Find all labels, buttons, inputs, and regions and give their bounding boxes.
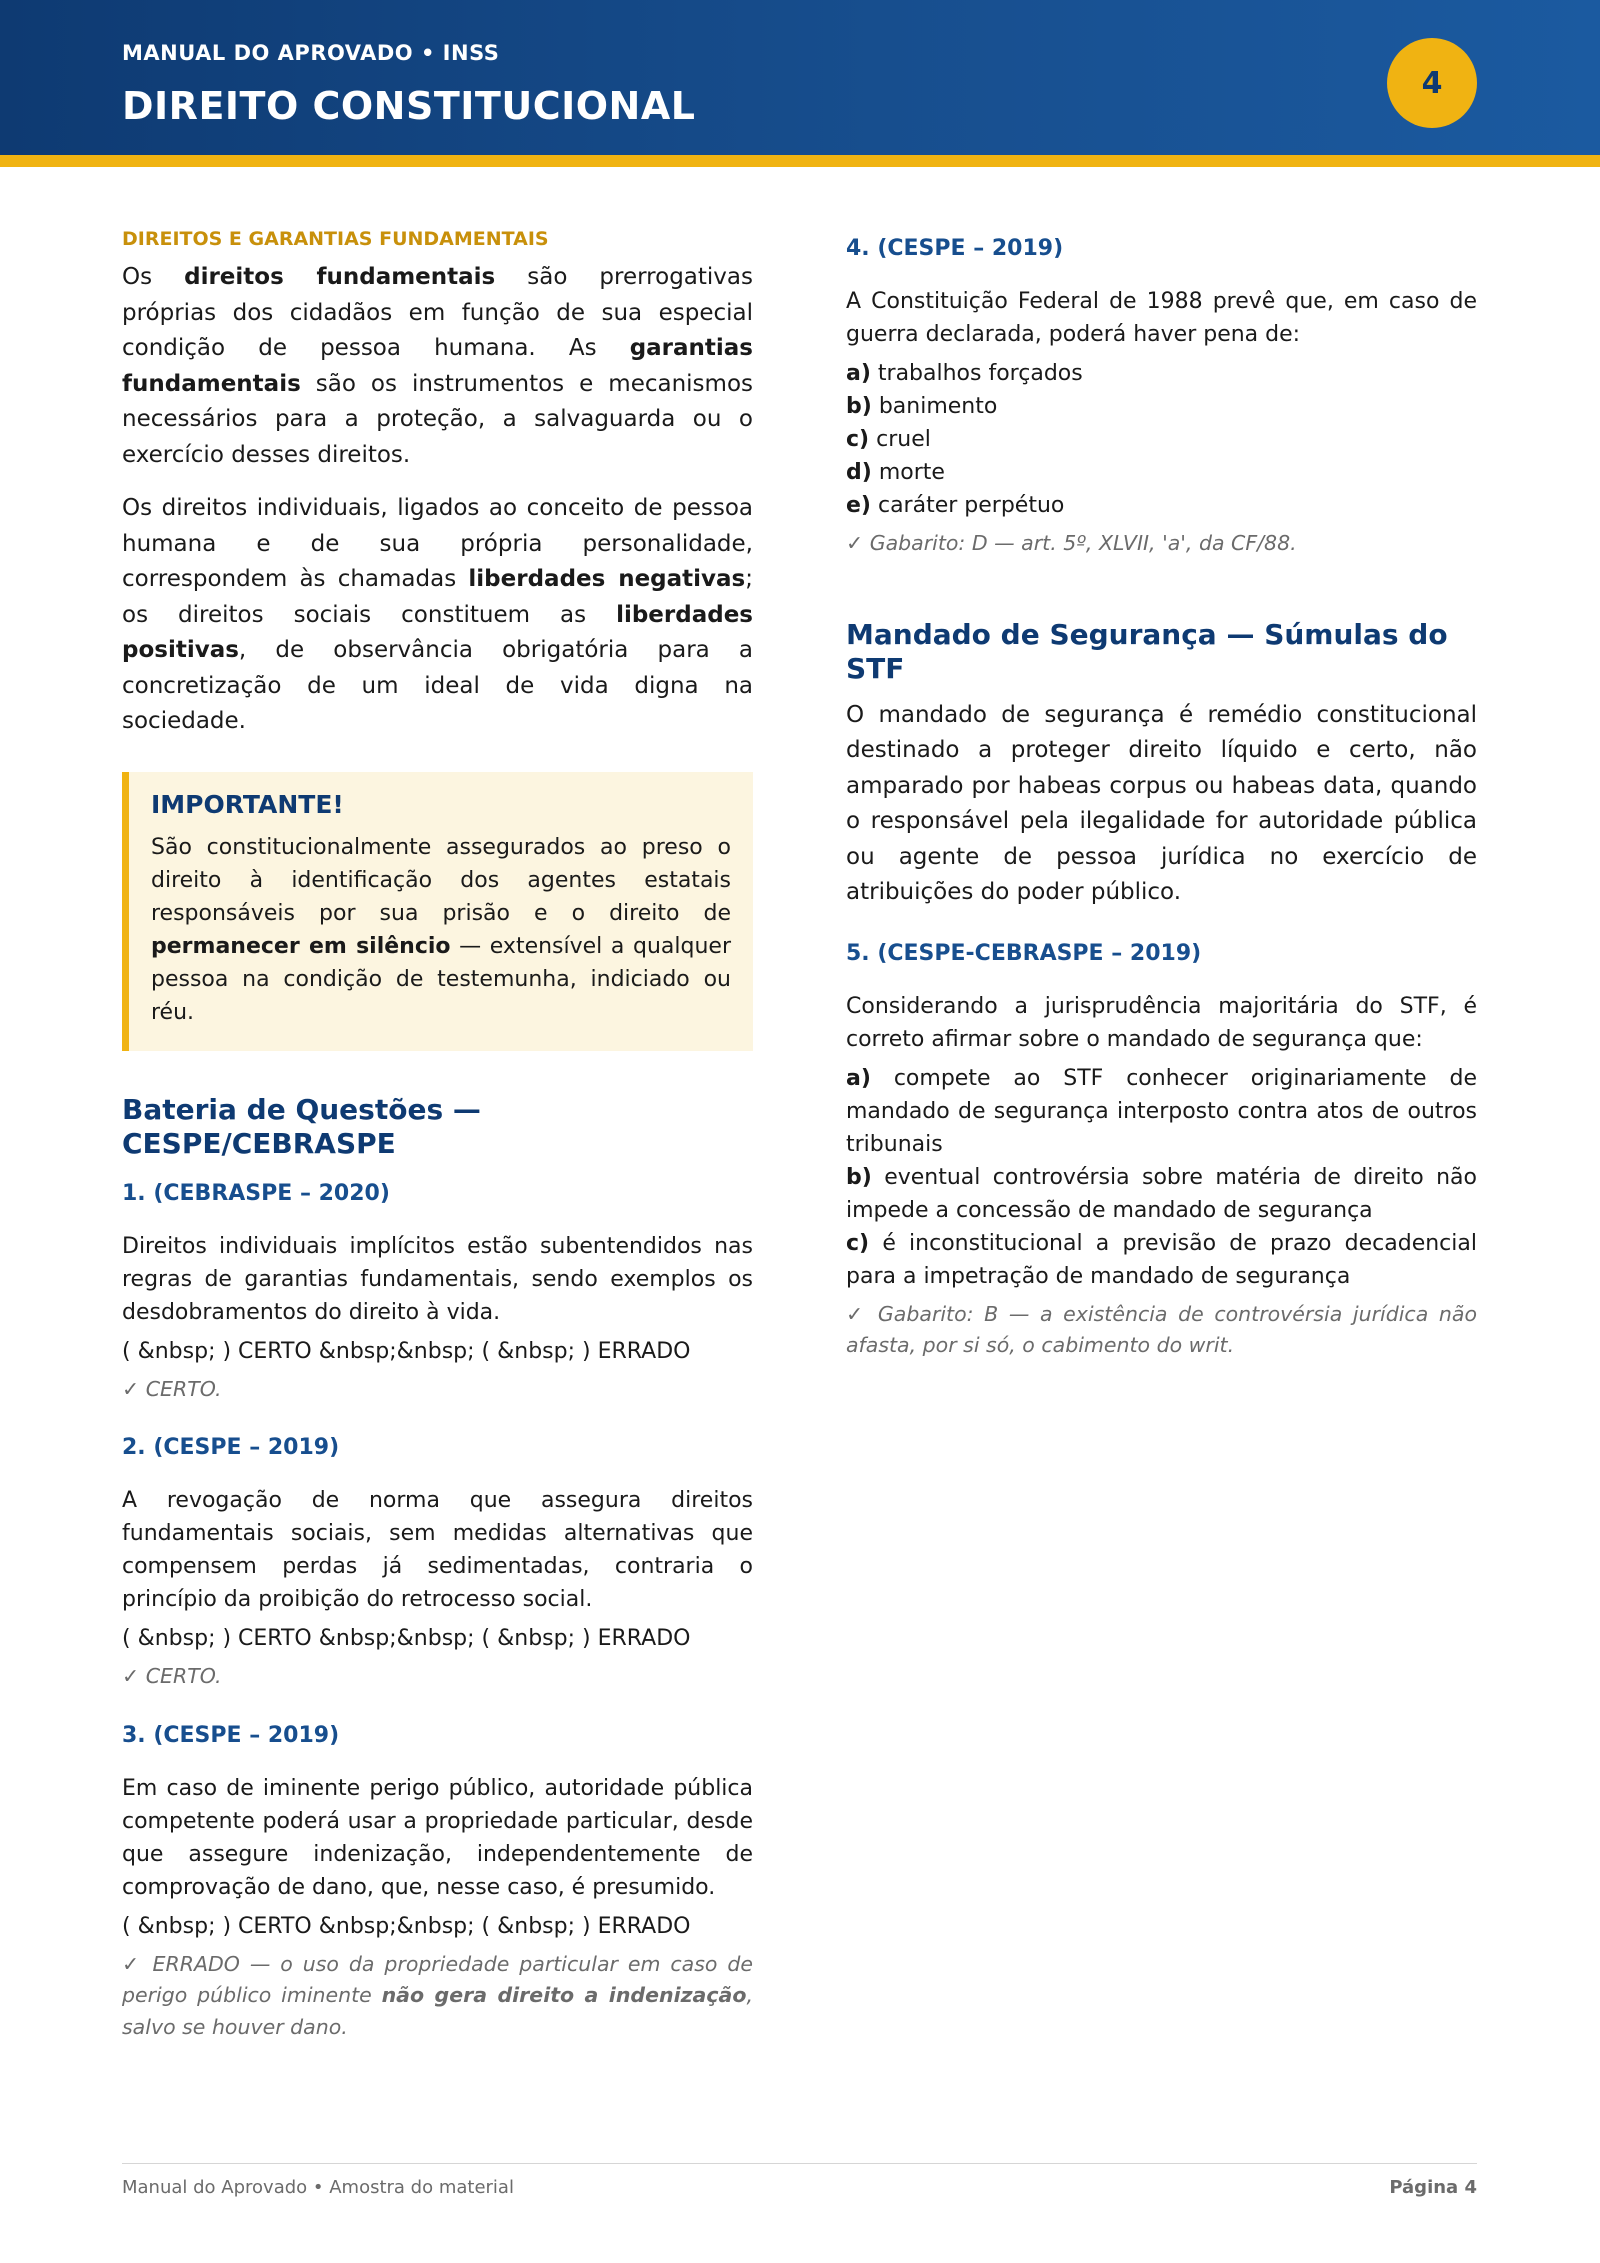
option-c: c) cruel	[846, 427, 931, 452]
term-liberdades-negativas: liberdades negativas	[468, 566, 746, 592]
page-header	[0, 0, 1600, 155]
question-1-answer-options: ( &nbsp; ) CERTO &nbsp;&nbsp; ( &nbsp; ) ERRADO	[122, 1338, 691, 1364]
important-title: IMPORTANTE!	[151, 789, 344, 819]
option-a: a) trabalhos forçados	[846, 361, 1083, 386]
question-5-gabarito: ✓ Gabarito: B — a existência de controvérsia jurídica não afasta, por si só, o cabimento do writ.	[846, 1301, 1477, 1357]
chapter-title: DIREITO CONSTITUCIONAL	[122, 84, 696, 128]
option-c: c) é inconstitucional a previsão de prazo decadencial para a impetração de mandado de segurança	[846, 1230, 1477, 1289]
footer-divider	[122, 2163, 1477, 2164]
option-a: a) compete ao STF conhecer originariamente de mandado de segurança interposto contra atos de outros tribunais	[846, 1065, 1478, 1157]
question-2-text: A revogação de norma que assegura direitos fundamentais sociais, sem medidas alternativas que compensem perdas já sedimentadas, contraria o princípio da proibição do retrocesso social.	[122, 1488, 753, 1612]
section-label: DIREITOS E GARANTIAS FUNDAMENTAIS	[122, 228, 549, 250]
question-2-answer-options: ( &nbsp; ) CERTO &nbsp;&nbsp; ( &nbsp; ) ERRADO	[122, 1626, 691, 1651]
option-b: b) eventual controvérsia sobre matéria de direito não impede a concessão de mandado de segurança	[846, 1164, 1477, 1223]
question-4-gabarito: ✓ Gabarito: D — art. 5º, XLVII, 'a', da CF/88.	[846, 531, 1297, 555]
intro-paragraph-1: Os direitos fundamentais são prerrogativas próprias dos cidadãos em função de sua especial condição de pessoa humana. As garantias fundamentais são os instrumentos e mecanismos necessários para a proteção, a salvaguarda ou o exercício desses direitos.	[122, 264, 753, 468]
important-text: São constitucionalmente assegurados ao preso o direito à identificação dos agentes estatais responsáveis por sua prisão e o direito de permanecer em silêncio — extensível a qualquer pessoa na condição de testemunha, indiciado ou réu.	[151, 834, 731, 1025]
mandado-heading: Mandado de Segurança — Súmulas do STF	[846, 617, 1448, 685]
term-permanecer-em-silencio: permanecer em silêncio	[151, 933, 451, 959]
option-e: e) caráter perpétuo	[846, 493, 1065, 518]
option-d: d) morte	[846, 460, 945, 485]
battery-heading: Bateria de Questões — CESPE/CEBRASPE	[122, 1092, 481, 1160]
question-4-heading: 4. (CESPE – 2019)	[846, 236, 1064, 261]
question-1-heading: 1. (CEBRASPE – 2020)	[122, 1180, 390, 1206]
footer-source: Manual do Aprovado • Amostra do material	[122, 2177, 514, 2198]
question-3-heading: 3. (CESPE – 2019)	[122, 1722, 340, 1748]
header-accent-stripe	[0, 155, 1600, 167]
question-3-gabarito: ✓ ERRADO — o uso da propriedade particular em caso de perigo público iminente não gera direito a indenização, salvo se houver dano.	[122, 1951, 753, 2039]
question-5-heading: 5. (CESPE-CEBRASPE – 2019)	[846, 940, 1202, 966]
option-b: b) banimento	[846, 394, 998, 419]
term-garantias-fundamentais: garantias fundamentais	[122, 335, 753, 397]
question-2-gabarito: ✓ CERTO.	[122, 1664, 222, 1688]
question-5-text: Considerando a jurisprudência majoritária do STF, é correto afirmar sobre o mandado de segurança que:	[846, 993, 1477, 1052]
brand-label: MANUAL DO APROVADO • INSS	[122, 41, 500, 65]
gabarito-emphasis: não gera direito a indenização	[381, 1983, 747, 2007]
question-3-text: Em caso de iminente perigo público, autoridade pública competente poderá usar a propriedade particular, desde que assegure indenização, independentemente de comprovação de dano, que, nesse caso, é presumido.	[122, 1775, 753, 1900]
question-4-options	[846, 357, 1477, 522]
footer-page-number: Página 4	[1389, 2177, 1477, 2198]
term-liberdades-positivas: liberdades positivas	[122, 601, 753, 663]
term-direitos-fundamentais: direitos fundamentais	[184, 264, 496, 290]
mandado-text: O mandado de segurança é remédio constitucional destinado a proteger direito líquido e certo, não amparado por habeas corpus ou habeas data, quando o responsável pela ilegalidade for autoridade pública ou agente de pessoa jurídica no exercício de atribuições do poder público.	[846, 701, 1477, 905]
question-2-heading: 2. (CESPE – 2019)	[122, 1435, 340, 1460]
right-column	[846, 228, 1477, 1362]
question-5-options	[846, 1062, 1477, 1293]
left-column	[122, 228, 753, 2043]
page-number-badge: 4	[1387, 38, 1477, 128]
intro-paragraph-2: Os direitos individuais, ligados ao conceito de pessoa humana e de sua própria personalidade, correspondem às chamadas liberdades negativas; os direitos sociais constituem as liberdades positivas, de observância obrigatória para a concretização de um ideal de vida digna na sociedade.	[122, 495, 753, 734]
important-callout	[122, 772, 753, 1051]
question-3-answer-options: ( &nbsp; ) CERTO &nbsp;&nbsp; ( &nbsp; ) ERRADO	[122, 1913, 691, 1939]
question-1-gabarito: ✓ CERTO.	[122, 1376, 222, 1401]
question-1-text: Direitos individuais implícitos estão subentendidos nas regras de garantias fundamentais, sendo exemplos os desdobramentos do direito à vida.	[122, 1233, 753, 1325]
question-4-text: A Constituição Federal de 1988 prevê que, em caso de guerra declarada, poderá haver pena de:	[846, 289, 1477, 347]
